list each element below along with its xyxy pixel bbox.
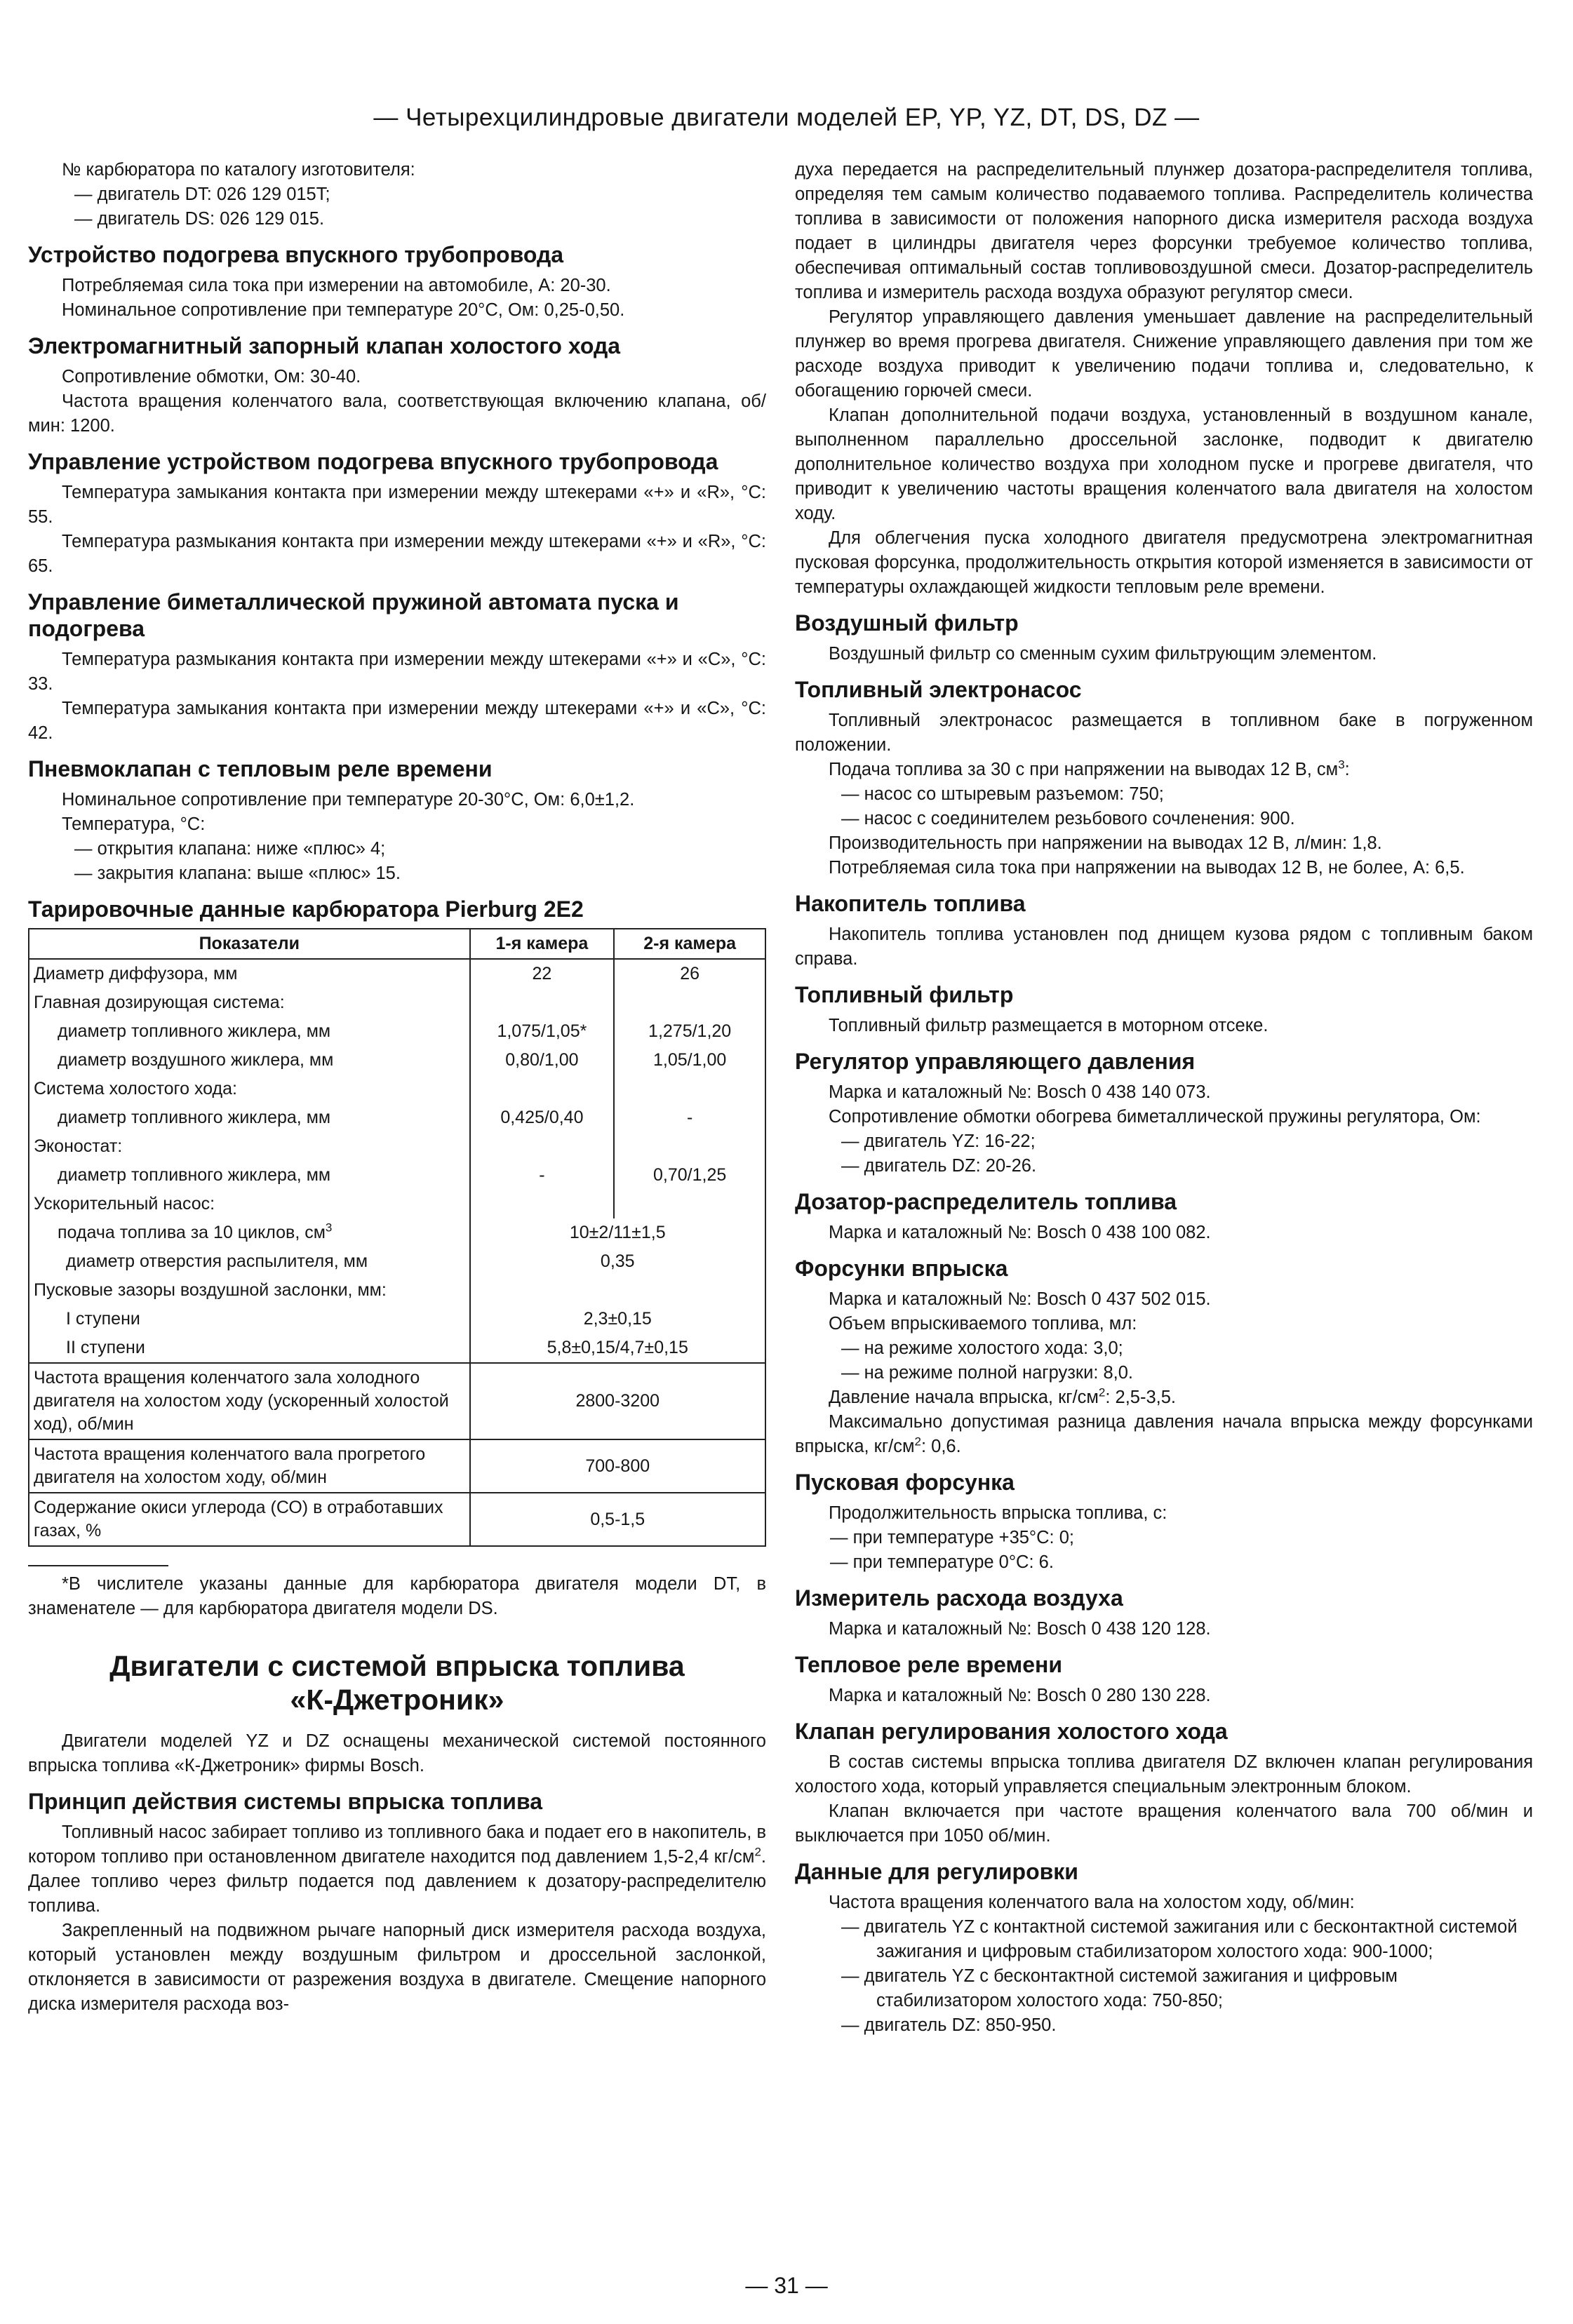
paragraph: Потребляемая сила тока при напряжении на выводах 12 В, не более, А: 6,5. [829,858,1465,878]
paragraph: Температура, °С: [62,814,206,834]
table-row [29,1334,765,1363]
paragraph: Сопротивление обмотки, Ом: 30-40. [62,367,361,387]
paragraph: Воздушный фильтр со сменным сухим фильтрующим элементом. [829,644,1377,664]
cell-value: 10±2/11±1,5 [470,1218,765,1247]
row-label: диаметр топливного жиклера, мм [29,1161,470,1190]
paragraph: Номинальное сопротивление при температуре 20°С, Ом: 0,25-0,50. [62,300,625,320]
list-item: — на режиме полной нагрузки: 8,0. [841,1363,1134,1383]
row-label: диаметр отверстия распылителя, мм [29,1247,470,1276]
paragraph: Накопитель топлива установлен под днищем кузова рядом с топливным баком справа. [795,925,1533,969]
paragraph: Сопротивление обмотки обогрева биметаллической пружины регулятора, Ом: [829,1107,1481,1127]
table-title: Тарировочные данные карбюратора Pierburg 2E2 [28,896,584,922]
chapter-title-line: «К-Джетроник» [290,1684,504,1716]
cell-value: 22 [470,959,615,988]
row-label: диаметр топливного жиклера, мм [29,1017,470,1046]
table-header-row [29,929,765,959]
carb-catalog-line: № карбюратора по каталогу изготовителя: [62,160,415,180]
list-item: — насос со штыревым разъемом: 750; [841,784,1164,804]
paragraph: Температура размыкания контакта при измерении между штекерами «+» и «R», °С: 65. [28,532,766,576]
column-header: 2-я камера [614,929,765,959]
list-item: — открытия клапана: ниже «плюс» 4; [74,839,386,859]
section-heading: Пусковая форсунка [795,1470,1015,1495]
row-label: Система холостого хода: [29,1075,470,1103]
section-heading: Управление устройством подогрева впускного трубопровода [28,449,718,474]
paragraph: Максимально допустимая разница давления начала впрыска между форсунками впрыска, $кг/см^2$: 0,6. [795,1412,1533,1456]
section-heading: Накопитель топлива [795,891,1026,916]
section-heading: Принцип действия системы впрыска топлива [28,1789,543,1814]
cell-value: 0,5-1,5 [470,1493,765,1546]
table-row [29,1190,765,1218]
row-label: Диаметр диффузора, мм [29,959,470,988]
section-heading: Топливный фильтр [795,982,1014,1007]
row-label: Содержание окиси углерода (СО) в отработавших газах, % [29,1493,470,1546]
table-row [29,1132,765,1161]
section-heading: Устройство подогрева впускного трубопровода [28,242,564,267]
row-label: Пусковые зазоры воздушной заслонки, мм: [29,1276,470,1305]
table-row [29,1363,765,1439]
left-column [28,158,766,2017]
paragraph: Марка и каталожный №: Bosch 0 437 502 015. [829,1289,1211,1309]
section-heading: Топливный электронасос [795,677,1082,702]
calibration-table [28,928,766,1547]
cell-value: - [470,1161,615,1190]
table-row [29,1218,765,1247]
section-heading: Пневмоклапан с тепловым реле времени [28,756,493,781]
paragraph: Номинальное сопротивление при температуре 20-30°С, Ом: 6,0±1,2. [62,790,635,810]
paragraph: Клапан включается при частоте вращения коленчатого вала 700 об/мин и выключается при 1050 об/мин. [795,1801,1533,1846]
table-row [29,1276,765,1305]
cell-value: 1,275/1,20 [614,1017,765,1046]
row-label: II ступени [29,1334,470,1363]
paragraph: Марка и каталожный №: Bosch 0 438 100 082. [829,1223,1211,1242]
section-heading: Дозатор-распределитель топлива [795,1189,1177,1214]
cell-value: 26 [614,959,765,988]
paragraph: Температура замыкания контакта при измерении между штекерами «+» и «С», °С: 42. [28,699,766,743]
list-item: — двигатель YZ с бесконтактной системой зажигания и цифровым стабилизатором холостого хода: 750-850; [841,1966,1398,2010]
cell-value: 5,8±0,15/4,7±0,15 [470,1334,765,1363]
section-heading: Электромагнитный запорный клапан холостого хода [28,333,621,358]
paragraph: Топливный насос забирает топливо из топливного бака и подает его в накопитель, в котором топливо при остановленном двигателе находится под давлением 1,5-2,4 $кг/см^2$. Далее топливо через фильтр подается под давлением к дозатору-распределителю топлива. [28,1822,766,1916]
cell-value: 0,35 [470,1247,765,1276]
table-row [29,988,765,1017]
cell-value: - [614,1103,765,1132]
table-row [29,1017,765,1046]
list-item: — двигатель DT: 026 129 015T; [74,184,330,204]
cell-value: 0,425/0,40 [470,1103,615,1132]
list-item: — двигатель DZ: 20-26. [841,1156,1037,1176]
list-item: — закрытия клапана: выше «плюс» 15. [74,864,401,883]
row-label: диаметр топливного жиклера, мм [29,1103,470,1132]
chapter-title-line: Двигатели с системой впрыска топлива [109,1650,685,1682]
table-row [29,1439,765,1493]
cell-value: 1,075/1,05* [470,1017,615,1046]
list-item: — при температуре +35°С: 0; [830,1528,1074,1547]
cell-value: 0,70/1,25 [614,1161,765,1190]
paragraph: Объем впрыскиваемого топлива, мл: [829,1314,1137,1334]
paragraph: Подача топлива за 30 с при напряжении на выводах 12 В, $см^3$: [829,758,1350,779]
paragraph: В состав системы впрыска топлива двигателя DZ включен клапан регулирования холостого хода, который управляется специальным электронным блоком. [795,1752,1533,1796]
row-label: Частота вращения коленчатого зала холодного двигателя на холостом ходу (ускоренный холостой ход), об/мин [29,1363,470,1439]
paragraph: Топливный фильтр размещается в моторном отсеке. [829,1016,1269,1035]
paragraph: Давление начала впрыска, $кг/см^2$: 2,5-3,5. [829,1385,1177,1407]
list-item: — насос с соединителем резьбового сочленения: 900. [841,809,1295,828]
cell-value: 2,3±0,15 [470,1305,765,1334]
paragraph: Частота вращения коленчатого вала на холостом ходу, об/мин: [829,1893,1355,1912]
running-head: — Четырехцилиндровые двигатели моделей EP, YP, YZ, DT, DS, DZ — [373,104,1200,131]
page-number: — 31 — [745,2273,828,2298]
footnote-rule [28,1565,168,1566]
table-row [29,1103,765,1132]
table-row [29,1305,765,1334]
section-heading: Тепловое реле времени [795,1652,1063,1677]
paragraph: Двигатели моделей YZ и DZ оснащены механической системой постоянного впрыска топлива «К-Джетроник» фирмы Bosch. [28,1731,766,1775]
section-heading: Данные для регулировки [795,1859,1078,1884]
table-row [29,1075,765,1103]
table-row [29,959,765,988]
row-label: Ускорительный насос: [29,1190,470,1218]
section-heading: Измеритель расхода воздуха [795,1585,1123,1611]
row-label: I ступени [29,1305,470,1334]
paragraph: Частота вращения коленчатого вала, соответствующая включению клапана, об/мин: 1200. [28,391,766,436]
paragraph: Продолжительность впрыска топлива, с: [829,1503,1167,1523]
paragraph: Клапан дополнительной подачи воздуха, установленный в воздушном канале, выполненном параллельно дроссельной заслонке, подводит к двигателю дополнительное количество воздуха при холодном пуске и прогреве двигателя, что приводит к увеличению частоты вращения коленчатого вала двигателя на холостом ходу. [795,405,1533,523]
row-label: Частота вращения коленчатого вала прогретого двигателя на холостом ходу, об/мин [29,1439,470,1493]
table-row [29,1247,765,1276]
paragraph: Марка и каталожный №: Bosch 0 438 140 073. [829,1082,1211,1102]
list-item: — двигатель YZ с контактной системой зажигания или с бесконтактной системой зажигания и цифровым стабилизатором холостого хода: 900-1000; [841,1917,1518,1961]
cell-value: 1,05/1,00 [614,1046,765,1075]
table-row [29,1493,765,1546]
list-item: — двигатель DS: 026 129 015. [74,209,325,229]
section-heading: Воздушный фильтр [795,610,1019,636]
right-column [795,158,1533,2038]
paragraph: Марка и каталожный №: Bosch 0 438 120 128. [829,1619,1211,1639]
row-label: Эконостат: [29,1132,470,1161]
row-label: диаметр воздушного жиклера, мм [29,1046,470,1075]
cell-value: 0,80/1,00 [470,1046,615,1075]
paragraph: Температура размыкания контакта при измерении между штекерами «+» и «С», °С: 33. [28,650,766,694]
paragraph: Для облегчения пуска холодного двигателя предусмотрена электромагнитная пусковая форсунка, продолжительность открытия которой изменяется в зависимости от температуры охлаждающей жидкости тепловым реле времени. [795,528,1533,597]
paragraph: Марка и каталожный №: Bosch 0 280 130 228. [829,1686,1211,1705]
paragraph: Производительность при напряжении на выводах 12 В, л/мин: 1,8. [829,833,1382,853]
cell-value: 2800-3200 [470,1363,765,1439]
section-heading: Клапан регулирования холостого хода [795,1719,1228,1744]
section-heading: Управление биметаллической пружиной автомата пуска и подогрева [28,589,679,641]
paragraph: духа передается на распределительный плунжер дозатора-распределителя топлива, определяя тем самым количество подаваемого топлива. Распределитель количества топлива в зависимости от положения напорного диска измерителя расхода воздуха подает в цилиндры двигателя через форсунки требуемое количество топлива, обеспечивая оптимальный состав топливовоздушной смеси. Дозатор-распределитель топлива и измеритель расхода воздуха образуют регулятор смеси. [795,160,1533,302]
table-row [29,1046,765,1075]
paragraph: Потребляемая сила тока при измерении на автомобиле, А: 20-30. [62,276,611,295]
table-row [29,1161,765,1190]
cell-value: 700-800 [470,1439,765,1493]
column-header: Показатели [29,929,470,959]
section-heading: Форсунки впрыска [795,1256,1008,1281]
list-item: — двигатель YZ: 16-22; [841,1131,1036,1151]
paragraph: Закрепленный на подвижном рычаге напорный диск измерителя расхода воздуха, который установлен между воздушным фильтром и дроссельной заслонкой, отклоняется в зависимости от разрежения воздуха в двигателе. Смещение напорного диска измерителя расхода воз- [28,1921,766,2014]
column-header: 1-я камера [470,929,615,959]
row-label: Главная дозирующая система: [29,988,470,1017]
row-label: подача топлива за 10 циклов, $см^3$ [29,1218,470,1247]
list-item: — двигатель DZ: 850-950. [841,2015,1057,2035]
footnote: *В числителе указаны данные для карбюратора двигателя модели DT, в знаменателе — для карбюратора двигателя модели DS. [28,1574,766,1618]
chapter-title [28,1649,766,1717]
section-heading: Регулятор управляющего давления [795,1049,1196,1074]
paragraph: Температура замыкания контакта при измерении между штекерами «+» и «R», °С: 55. [28,483,766,527]
list-item: — на режиме холостого хода: 3,0; [841,1338,1123,1358]
list-item: — при температуре 0°С: 6. [830,1552,1054,1572]
paragraph: Топливный электронасос размещается в топливном баке в погруженном положении. [795,711,1533,755]
paragraph: Регулятор управляющего давления уменьшает давление на распределительный плунжер во время прогрева двигателя. Снижение управляющего давления при том же расходе воздуха приводит к увеличению подачи топлива и, следовательно, к обогащению горючей смеси. [795,307,1533,401]
